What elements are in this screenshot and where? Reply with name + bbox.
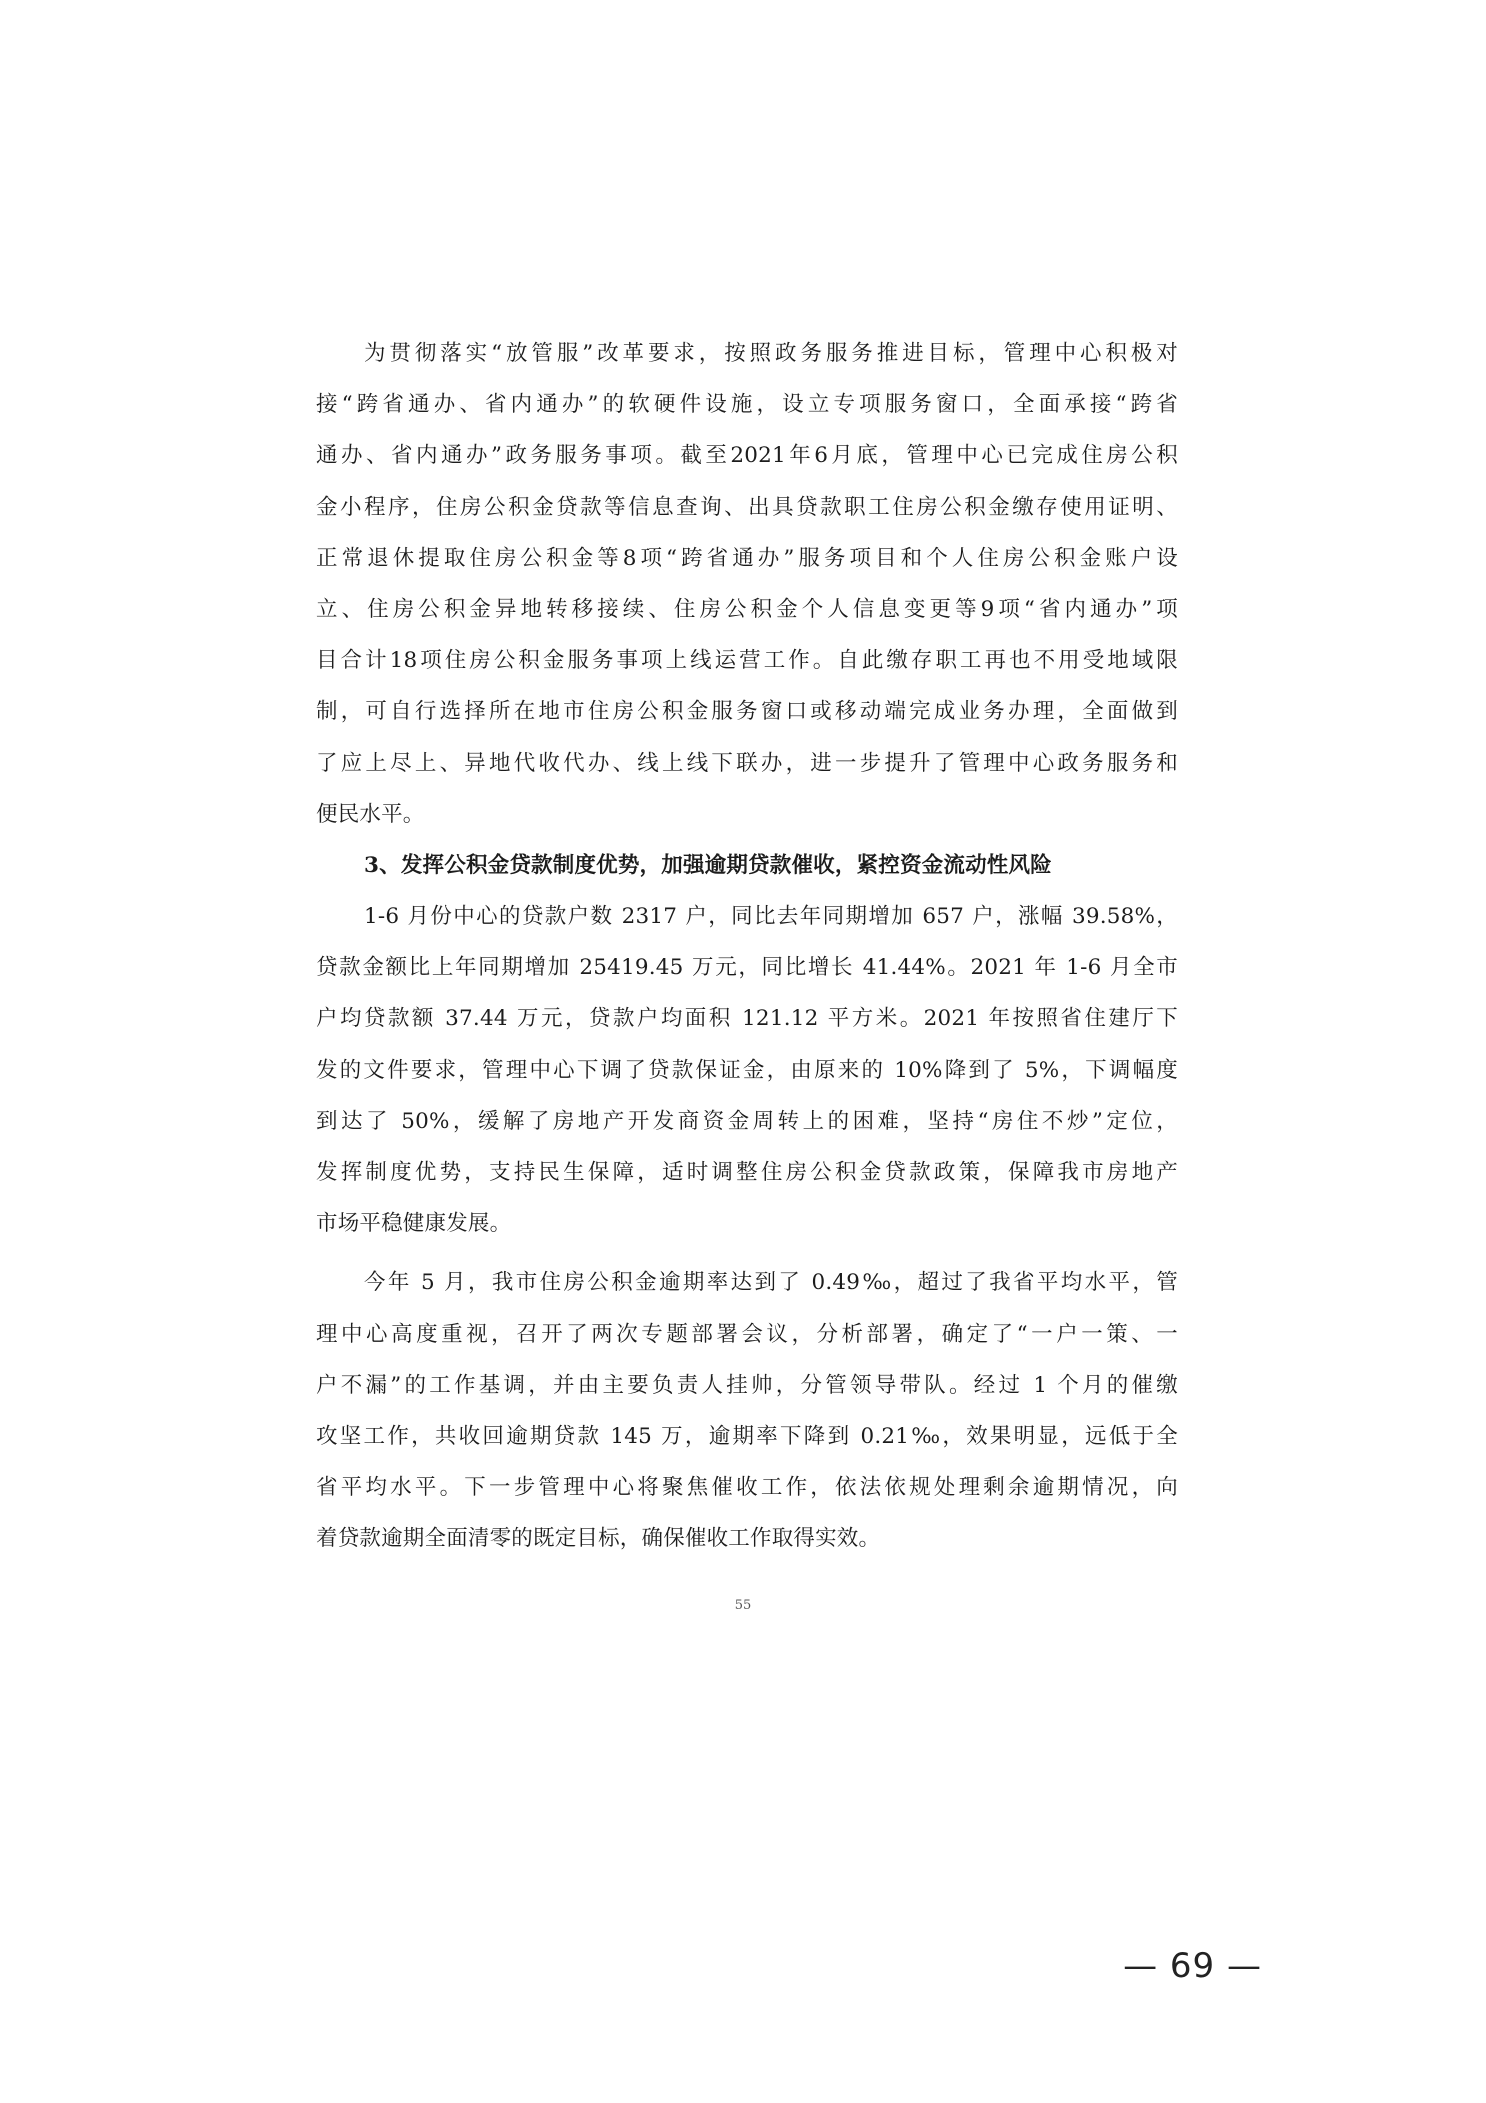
paragraph-line: 目合计18项住房公积金服务事项上线运营工作。自此缴存职工再也不用受地域限 bbox=[316, 648, 1178, 674]
paragraph-line: 正常退休提取住房公积金等8项“跨省通办”服务项目和个人住房公积金账户设 bbox=[316, 545, 1178, 571]
paragraph-line: 贷款金额比上年同期增加 25419.45 万元，同比增长 41.44%。2021 年 1-6 月全市 bbox=[316, 955, 1178, 981]
paragraph-1 bbox=[316, 328, 1178, 840]
paragraph-line: 便民水平。 bbox=[316, 801, 425, 827]
page-number: — 69 — bbox=[1123, 1946, 1262, 1986]
section-heading: 3、发挥公积金贷款制度优势，加强逾期贷款催收，紧控资金流动性风险 bbox=[364, 852, 1052, 878]
paragraph-line: 户均贷款额 37.44 万元，贷款户均面积 121.12 平方米。2021 年按照省住建厅下 bbox=[316, 1006, 1178, 1032]
paragraph-line: 立、住房公积金异地转移接续、住房公积金个人信息变更等9项“省内通办”项 bbox=[316, 596, 1178, 622]
paragraph-line: 1-6 月份中心的贷款户数 2317 户，同比去年同期增加 657 户，涨幅 39.58%， bbox=[364, 904, 1178, 930]
paragraph-line: 为贯彻落实“放管服”改革要求，按照政务服务推进目标，管理中心积极对 bbox=[364, 341, 1178, 366]
paragraph-line: 到达了 50%，缓解了房地产开发商资金周转上的困难，坚持“房住不炒”定位， bbox=[316, 1108, 1178, 1134]
paragraph-line: 今年 5 月，我市住房公积金逾期率达到了 0.49‰，超过了我省平均水平，管 bbox=[364, 1270, 1178, 1296]
body-text bbox=[316, 328, 1178, 1565]
paragraph-line: 攻坚工作，共收回逾期贷款 145 万，逾期率下降到 0.21‰，效果明显，远低于全 bbox=[316, 1423, 1178, 1449]
paragraph-line: 省平均水平。下一步管理中心将聚焦催收工作，依法依规处理剩余逾期情况，向 bbox=[316, 1475, 1178, 1501]
paragraph-2 bbox=[316, 891, 1178, 1249]
paragraph-line: 通办、省内通办”政务服务事项。截至2021年6月底，管理中心已完成住房公积 bbox=[316, 443, 1178, 469]
paragraph-line: 制，可自行选择所在地市住房公积金服务窗口或移动端完成业务办理，全面做到 bbox=[316, 699, 1178, 725]
paragraph-line: 接“跨省通办、省内通办”的软硬件设施，设立专项服务窗口，全面承接“跨省 bbox=[316, 392, 1178, 418]
paragraph-line: 市场平稳健康发展。 bbox=[316, 1211, 512, 1237]
paragraph-3 bbox=[316, 1257, 1178, 1564]
paragraph-line: 金小程序，住房公积金贷款等信息查询、出具贷款职工住房公积金缴存使用证明、 bbox=[316, 494, 1178, 520]
paragraph-line: 户不漏”的工作基调，并由主要负责人挂帅，分管领导带队。经过 1 个月的催缴 bbox=[316, 1372, 1178, 1398]
inner-page-number: 55 bbox=[734, 1598, 752, 1613]
paragraph-line: 着贷款逾期全面清零的既定目标，确保催收工作取得实效。 bbox=[316, 1526, 881, 1552]
paragraph-line: 发的文件要求，管理中心下调了贷款保证金，由原来的 10%降到了 5%，下调幅度 bbox=[316, 1057, 1178, 1083]
paragraph-line: 理中心高度重视，召开了两次专题部署会议，分析部署，确定了“一户一策、一 bbox=[316, 1321, 1178, 1347]
paragraph-line: 了应上尽上、异地代收代办、线上线下联办，进一步提升了管理中心政务服务和 bbox=[316, 750, 1178, 776]
paragraph-line: 发挥制度优势，支持民生保障，适时调整住房公积金贷款政策，保障我市房地产 bbox=[316, 1160, 1178, 1185]
